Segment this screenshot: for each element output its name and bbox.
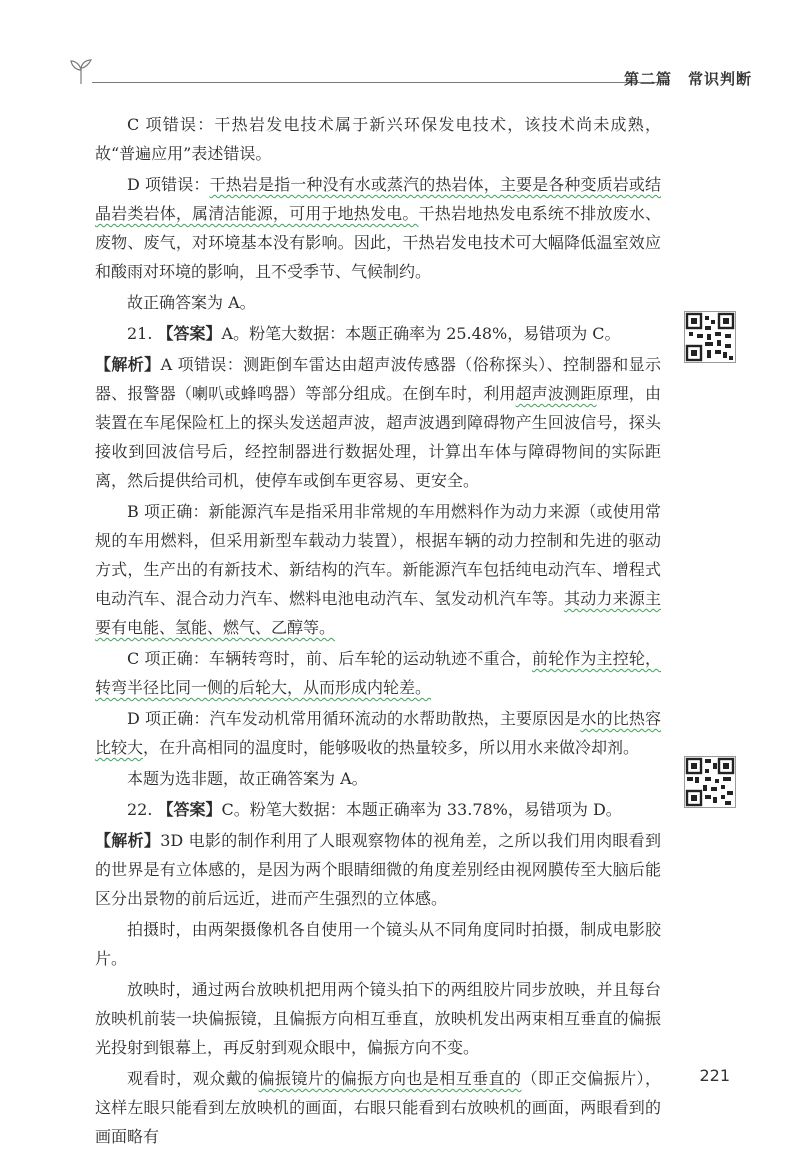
text-segment: 放映时，通过两台放映机把用两个镜头拍下的两组胶片同步放映，并且每台放映机前装一块偏振镜，且偏振方向相互垂直，放映机发出两束相互垂直的偏振光投射到银幕上，再反射到观众眼中，偏振方向不变。 — [95, 980, 661, 1057]
paragraph — [95, 826, 661, 913]
paragraph — [95, 704, 661, 762]
highlighted-text: 超声波测距 — [515, 384, 597, 403]
text-segment: 22. — [127, 800, 158, 819]
body-text — [95, 110, 661, 1153]
paragraph — [95, 288, 661, 317]
paragraph — [95, 915, 661, 973]
answer-label: 【答案】 — [157, 324, 222, 343]
paragraph — [95, 1064, 661, 1151]
answer-label: 【解析】 — [95, 831, 161, 850]
paragraph — [95, 110, 661, 168]
text-segment: 3D 电影的制作利用了人眼观察物体的视角差，之所以我们用肉眼看到的世界是有立体感的，是因为两个眼睛细微的角度差别经由视网膜传至大脑后能区分出景物的前后远近，进而产生强烈的立体感。 — [95, 831, 661, 908]
text-segment: 原理，由装置在车尾保险杠上的探头发送超声波，超声波遇到障碍物产生回波信号，探头接收到回波信号后，经控制器进行数据处理，计算出车体与障碍物间的实际距离，然后提供给司机，使停车或倒车更容易、更安全。 — [95, 384, 661, 490]
answer-label: 【答案】 — [157, 800, 222, 819]
qr-code-icon[interactable] — [684, 756, 736, 808]
text-segment: （即正交偏振片），这样左眼只能看到左放映机的画面，右眼只能看到右放映机的画面，两眼看到的画面略有 — [95, 1069, 661, 1146]
paragraph — [95, 350, 661, 495]
text-segment: A。粉笔大数据：本题正确率为 25.48%，易错项为 C。 — [221, 324, 621, 343]
highlighted-text: 水的比热容比较大 — [95, 709, 661, 757]
paragraph — [95, 795, 661, 824]
paragraph — [95, 644, 661, 702]
paragraph — [95, 319, 661, 348]
page-header — [52, 56, 752, 92]
text-segment: B 项正确：新能源汽车是指采用非常规的车用燃料作为动力来源（或使用常规的车用燃料，但采用新型车载动力装置），根据车辆的动力控制和先进的驱动方式，生产出的有新技术、新结构的汽车。新能源汽车包括纯电动汽车、增程式电动汽车、混合动力汽车、燃料电池电动汽车、氢发动机汽车等。 — [95, 502, 661, 608]
highlighted-text: 偏振镜片的偏振方向也是相互垂直的 — [258, 1069, 522, 1088]
text-segment: 21. — [127, 324, 158, 343]
section-title: 第二篇 常识判断 — [623, 70, 752, 88]
highlighted-text: 前轮作为主控轮，转弯半径比同一侧的后轮大，从而形成内轮差。 — [95, 649, 661, 697]
paragraph — [95, 497, 661, 642]
qr-code-icon[interactable] — [684, 311, 736, 363]
text-segment: C。粉笔大数据：本题正确率为 33.78%，易错项为 D。 — [221, 800, 622, 819]
highlighted-text: 干热岩是指一种没有水或蒸汽的热岩体，主要是各种变质岩或结晶岩类岩体，属清洁能源，可用于地热发电。 — [95, 175, 661, 223]
text-segment: 拍摄时，由两架摄像机各自使用一个镜头从不同角度同时拍摄，制成电影胶片。 — [95, 920, 661, 968]
page-number: 221 — [699, 1066, 730, 1085]
text-segment: ，在升高相同的温度时，能够吸收的热量较多，所以用水来做冷却剂。 — [143, 738, 640, 757]
text-segment: D 项错误： — [127, 175, 210, 194]
highlighted-text: 其动力来源主要有电能、氢能、燃气、乙醇等。 — [95, 589, 661, 637]
answer-label: 【解析】 — [95, 355, 161, 374]
paragraph — [95, 764, 661, 793]
text-segment: 观看时，观众戴的 — [127, 1069, 259, 1088]
text-segment: 故正确答案为 A。 — [127, 293, 256, 312]
text-segment: 本题为选非题，故正确答案为 A。 — [127, 769, 368, 788]
paragraph — [95, 170, 661, 286]
text-segment: C 项正确：车辆转弯时，前、后车轮的运动轨迹不重合， — [127, 649, 532, 668]
text-segment: 干热岩地热发电系统不排放废水、废物、废气，对环境基本没有影响。因此，干热岩发电技术可大幅降低温室效应和酸雨对环境的影响，且不受季节、气候制约。 — [95, 204, 661, 281]
header-rule — [92, 82, 658, 83]
text-segment: A 项错误：测距倒车雷达由超声波传感器（俗称探头）、控制器和显示器、报警器（喇叭或蜂鸣器）等部分组成。在倒车时，利用 — [95, 355, 661, 403]
paragraph — [95, 975, 661, 1062]
text-segment: C 项错误：干热岩发电技术属于新兴环保发电技术，该技术尚未成熟，故“普遍应用”表述错误。 — [95, 115, 661, 163]
text-segment: D 项正确：汽车发动机常用循环流动的水帮助散热，主要原因是 — [127, 709, 581, 728]
